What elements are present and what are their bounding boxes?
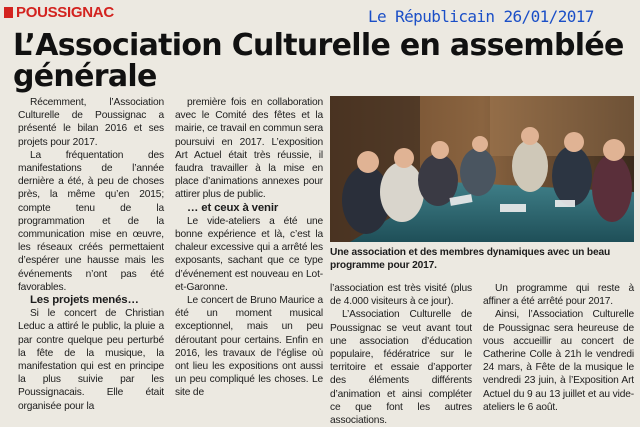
section-label (4, 4, 114, 21)
photo-caption: Une association et des membres dynamiques avec un beau programme pour 2017. (330, 247, 611, 271)
paragraph: Le vide-ateliers a été une bonne expérience et là, c’est la chaleur excessive qui a arrêté les exposants, sachant que ce type d’événement est nouveau en Lot-et-Garonne. (175, 215, 323, 293)
subheading: … et ceux à venir (187, 201, 279, 214)
paragraph: Si le concert de Christian Leduc a attiré le public, la pluie a par contre quelque peu perturbé la fête de la musique, la manifestation qui est en principe la plus suivie par les Poussignacais. Elle était organisée pour la (18, 308, 164, 412)
paragraph: Ainsi, l’Association Culturelle de Poussignac sera heureuse de vous accueillir au concert de Catherine Colle à 21h le vendredi 24 mars, à Fête de la musique le vendredi 23 juin, à l’Exposition Art Actuel du 9 au 13 juillet et au vide-ateliers le 6 août. (483, 309, 634, 413)
subheading: Les projets menés… (30, 294, 139, 307)
paragraph: Le concert de Bruno Maurice a été un moment musical exceptionnel, mais un peu déroutant pour certains. Enfin en 2016, les travaux de l’église où ont lieu les expositions ont aussi un peu compliqué les choses. Le site de (175, 295, 323, 399)
paragraph: La fréquentation des manifestations de l’année dernière a été, à peu de choses près, la même qu’en 2015; compte tenu de la programmation et de la communication mise en œuvre, les réseaux créés permettaient d’espérer une hausse mais les événements n’ont pas été favorables. (18, 149, 164, 293)
section-text: POUSSIGNAC (16, 4, 114, 21)
article-column-2 (175, 96, 323, 400)
article-column-3 (330, 282, 472, 427)
headline: L’Association Culturelle en assemblée générale (13, 28, 624, 94)
source-annotation: Le Républicain 26/01/2017 (368, 7, 594, 26)
meeting-photo (330, 96, 634, 242)
meeting-photo-image (330, 96, 634, 242)
paragraph: Un programme qui reste à affiner a été arrêté pour 2017. (483, 283, 634, 308)
paragraph: l’association est très visité (plus de 4.000 visiteurs à ce jour). (330, 283, 472, 308)
article-column-4 (483, 282, 634, 414)
paragraph: L’Association Culturelle de Poussignac se veut avant tout une association d’éducation populaire, fédératrice sur le territoire et essaie d’apporter des éléments différents d’animation et ainsi compléter ce que font les autres associations. (330, 309, 472, 427)
paragraph: Récemment, l’Association Culturelle de Poussignac a présenté le bilan 2016 et ses projets pour 2017. (18, 97, 164, 148)
article-column-1 (18, 96, 164, 413)
section-marker (4, 7, 13, 18)
paragraph: première fois en collaboration avec le Comité des fêtes et la mairie, ce travail en commun sera poursuivi en 2017. L’exposition Art Actuel était très réussie, il faudra travailler à la mise en place d’animations annexes pour attirer plus de public. (175, 97, 323, 201)
